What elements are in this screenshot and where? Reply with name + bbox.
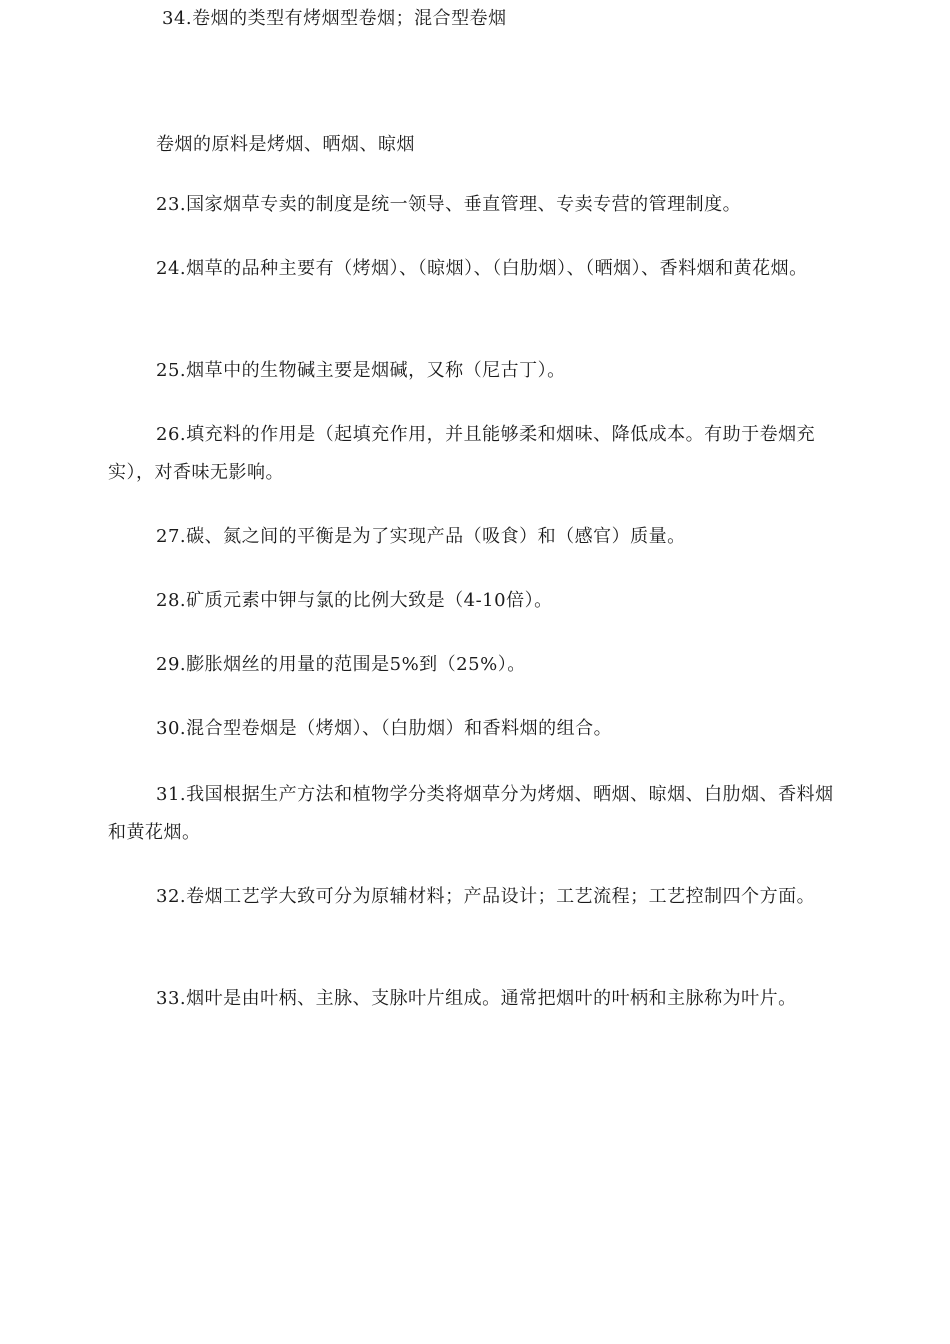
paragraph-29: 29.膨胀烟丝的用量的范围是5%到（25%）。 <box>156 654 526 675</box>
paragraph-25: 25.烟草中的生物碱主要是烟碱，又称（尼古丁）。 <box>156 360 566 381</box>
paragraph-34-top: 34.卷烟的类型有烤烟型卷烟；混合型卷烟 <box>162 8 507 29</box>
paragraph-33: 33.烟叶是由叶柄、主脉、支脉叶片组成。通常把烟叶的叶柄和主脉称为叶片。 <box>156 988 797 1009</box>
paragraph-27: 27.碳、氮之间的平衡是为了实现产品（吸食）和（感官）质量。 <box>156 526 686 547</box>
paragraph-raw-materials: 卷烟的原料是烤烟、晒烟、晾烟 <box>156 134 415 155</box>
paragraph-30: 30.混合型卷烟是（烤烟）、（白肋烟）和香料烟的组合。 <box>156 718 613 739</box>
paragraph-32: 32.卷烟工艺学大致可分为原辅材料；产品设计；工艺流程；工艺控制四个方面。 <box>156 886 816 907</box>
paragraph-26: 26.填充料的作用是（起填充作用，并且能够柔和烟味、降低成本。有助于卷烟充实），对香味无影响。 <box>108 424 816 483</box>
paragraph-28: 28.矿质元素中钾与氯的比例大致是（4-10倍）。 <box>156 590 553 611</box>
paragraph-31: 31.我国根据生产方法和植物学分类将烟草分为烤烟、晒烟、晾烟、白肋烟、香料烟和黄花烟。 <box>108 784 834 843</box>
paragraph-23: 23.国家烟草专卖的制度是统一领导、垂直管理、专卖专营的管理制度。 <box>156 194 742 215</box>
paragraph-24: 24.烟草的品种主要有（烤烟）、（晾烟）、（白肋烟）、（晒烟）、香料烟和黄花烟。 <box>156 258 808 279</box>
